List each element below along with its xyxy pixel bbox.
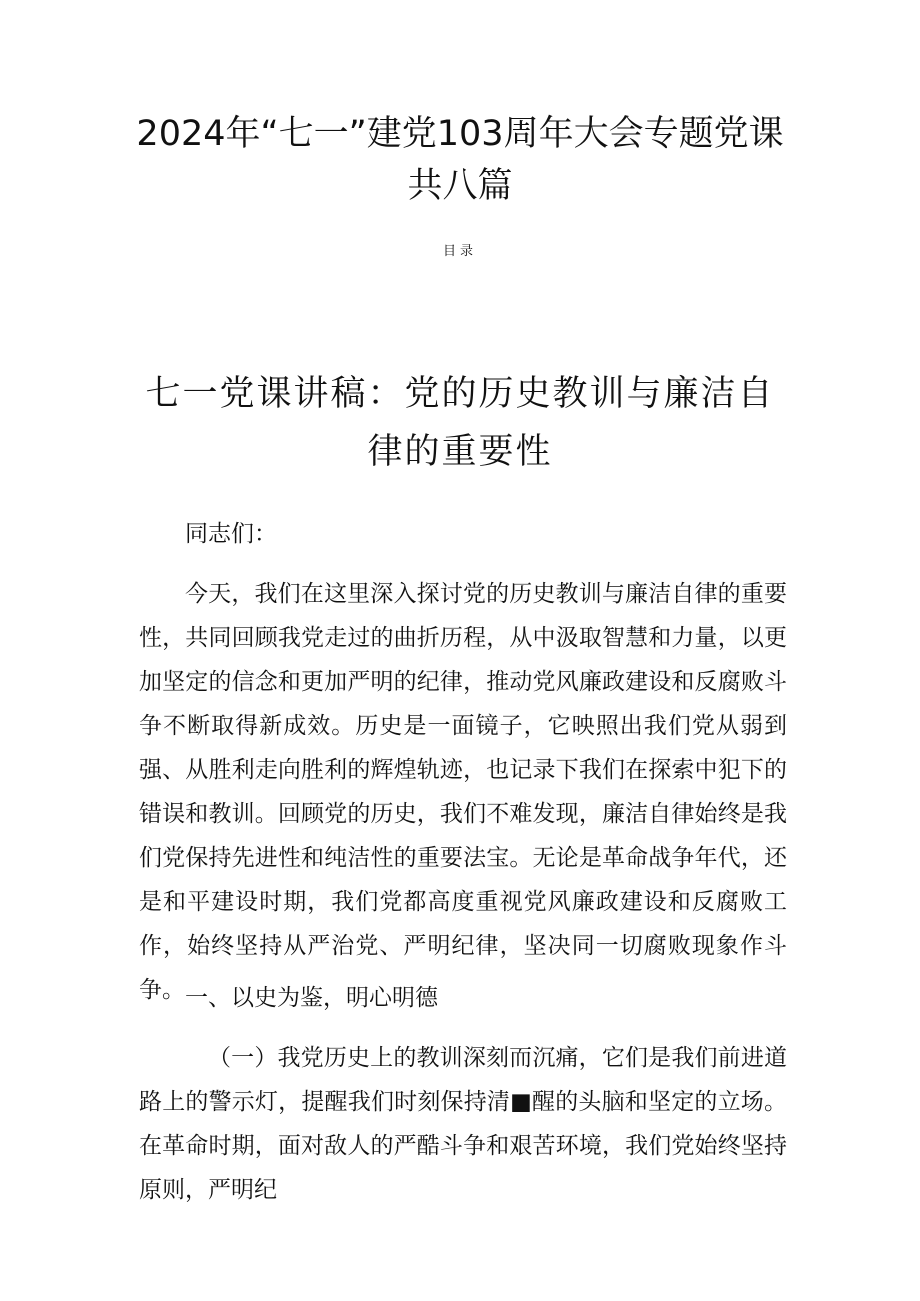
paragraph-1: 今天，我们在这里深入探讨党的历史教训与廉洁自律的重要性，共同回顾我党走过的曲折历程，从中汲取智慧和力量，以更加坚定的信念和更加严明的纪律，推动党风廉政建设和反腐败斗争不断取得新成效。历史是一面镜子，它映照出我们党从弱到强、从胜利走向胜利的辉煌轨迹，也记录下我们在探索中犯下的错误和教训。回顾党的历史，我们不难发现，廉洁自律始终是我们党保持先进性和纯洁性的重要法宝。无论是革命战争年代，还是和平建设时期，我们党都高度重视党风廉政建设和反腐败工作，始终坚持从严治党、严明纪律，坚决同一切腐败现象作斗争。 bbox=[139, 581, 787, 1003]
greeting: 同志们： bbox=[185, 521, 277, 547]
document-title: 2024年“七一”建党103周年大会专题党课共八篇 bbox=[136, 114, 784, 206]
table-of-contents-label: 目录 bbox=[442, 244, 477, 259]
paragraph-2: （一）我党历史上的教训深刻而沉痛，它们是我们前进道路上的警示灯，提醒我们时刻保持清■醒的头脑和坚定的立场。在革命时期，面对敌人的严酷斗争和艰苦环境，我们党始终坚持原则，严明纪 bbox=[139, 1045, 787, 1203]
section-heading-1: 一、以史为鉴，明心明德 bbox=[185, 985, 438, 1011]
section-title: 七一党课讲稿：党的历史教训与廉洁自律的重要性 bbox=[145, 374, 775, 472]
